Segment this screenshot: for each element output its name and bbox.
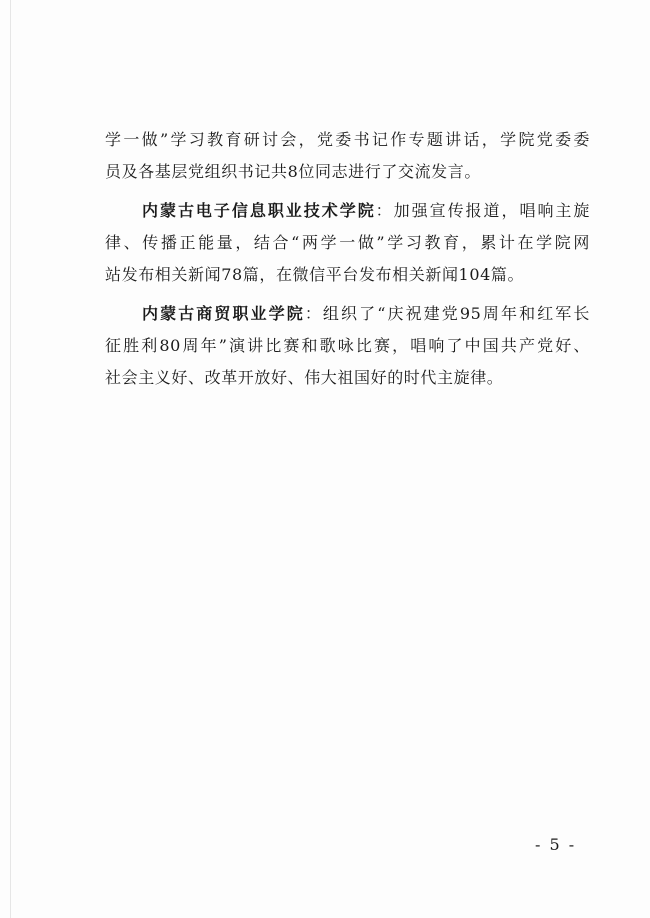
text-line: 征胜利80周年”演讲比赛和歌咏比赛，唱响了中国共产党好、 bbox=[105, 336, 590, 355]
paragraph-study-seminar bbox=[105, 124, 590, 188]
page-edge-shadow bbox=[10, 0, 11, 918]
text-line: 社会主义好、改革开放好、伟大祖国好的时代主旋律。 bbox=[105, 368, 504, 387]
text-line: 律、传播正能量，结合“两学一做”学习教育，累计在学院网 bbox=[105, 233, 590, 252]
page-number: - 5 - bbox=[535, 835, 577, 854]
text-line: 员及各基层党组织书记共8位同志进行了交流发言。 bbox=[105, 162, 481, 181]
college-name-heading: 内蒙古商贸职业学院 bbox=[142, 304, 305, 323]
text-line bbox=[105, 298, 590, 330]
text-line: 学一做”学习教育研讨会，党委书记作专题讲话，学院党委委 bbox=[105, 130, 590, 149]
college-name-heading: 内蒙古电子信息职业技术学院 bbox=[142, 201, 376, 220]
paragraph-electronic-info-college bbox=[105, 195, 590, 291]
document-body bbox=[105, 124, 590, 394]
text-span: ：组织了“庆祝建党95周年和红军长 bbox=[304, 304, 590, 323]
text-span: ：加强宣传报道，唱响主旋 bbox=[375, 201, 590, 220]
text-line: 站发布相关新闻78篇，在微信平台发布相关新闻104篇。 bbox=[105, 265, 525, 284]
text-line bbox=[105, 195, 590, 227]
paragraph-commerce-college bbox=[105, 298, 590, 394]
